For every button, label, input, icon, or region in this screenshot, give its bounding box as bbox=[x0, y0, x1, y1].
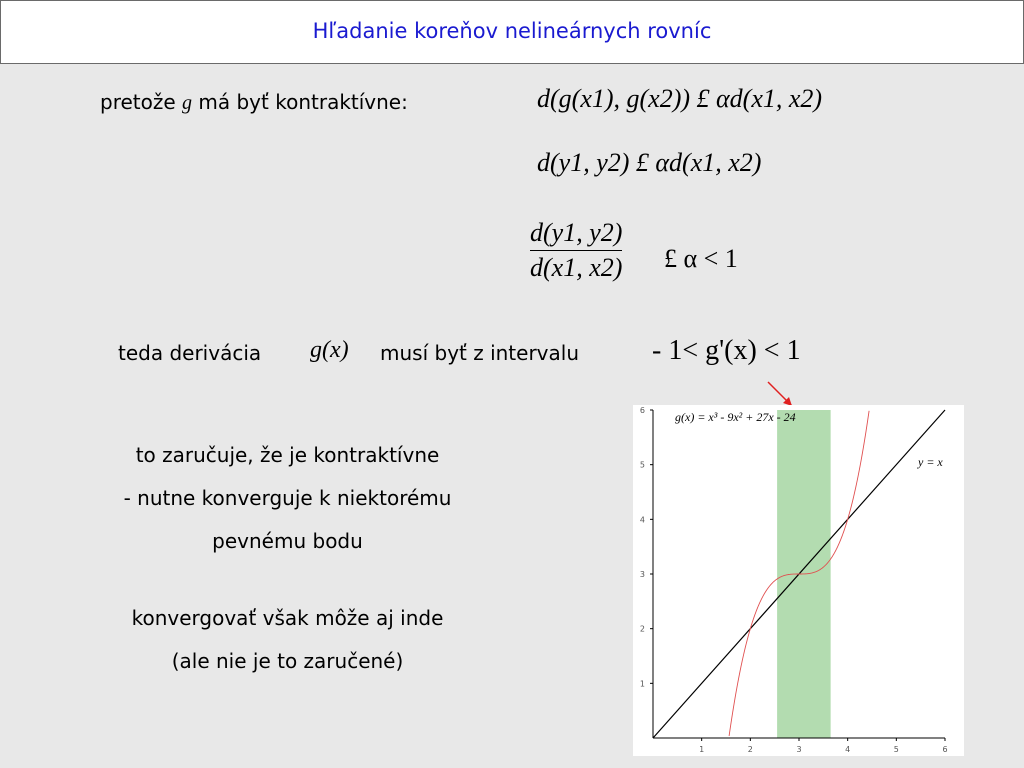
inequality-2 bbox=[537, 148, 761, 178]
x-tick-label: 3 bbox=[796, 745, 802, 754]
y-tick-label: 6 bbox=[639, 406, 645, 415]
block2-line-1: konvergovať však môže aj inde bbox=[131, 606, 444, 630]
function-chart bbox=[633, 405, 964, 756]
x-tick-label: 5 bbox=[893, 745, 899, 754]
line2-suffix: musí byť z intervalu bbox=[380, 341, 580, 365]
title-bar bbox=[0, 0, 1024, 64]
line1-suffix: má byť kontraktívne: bbox=[198, 90, 408, 114]
slide-title: Hľadanie koreňov nelineárnych rovníc bbox=[312, 19, 712, 43]
block1-line-3: pevnému bodu bbox=[212, 529, 363, 553]
fraction-numerator: d(y1, y2) bbox=[530, 218, 623, 247]
fraction-denominator: d(x1, x2) bbox=[530, 253, 623, 282]
x-tick-label: 2 bbox=[747, 745, 753, 754]
curve-label-identity: y = x bbox=[918, 455, 943, 469]
block2-line-2: (ale nie je to zaručené) bbox=[171, 649, 404, 673]
y-tick-label: 5 bbox=[639, 460, 645, 470]
interval-expression: - 1< g'(x) < 1 bbox=[652, 335, 801, 366]
line2-func: g(x) bbox=[310, 337, 349, 363]
inequality-3-fraction bbox=[530, 218, 622, 283]
chart-svg bbox=[633, 405, 964, 756]
inequality-3-rest: £ α < 1 bbox=[664, 244, 738, 273]
block-may-converge bbox=[60, 597, 515, 683]
x-tick-label: 6 bbox=[942, 745, 948, 754]
y-tick-label: 2 bbox=[639, 624, 645, 634]
y-tick-label: 3 bbox=[639, 570, 645, 579]
y-tick-label: 4 bbox=[639, 515, 645, 525]
block1-line-2: - nutne konverguje k niektorému bbox=[123, 486, 452, 510]
line1-prefix: pretože bbox=[100, 90, 176, 114]
fraction-bar bbox=[530, 250, 622, 251]
inequality-1 bbox=[537, 84, 822, 114]
block-guarantee bbox=[60, 434, 515, 563]
y-tick-label: 1 bbox=[639, 679, 645, 689]
line2-prefix: teda derivácia bbox=[118, 341, 262, 365]
x-tick-label: 1 bbox=[699, 745, 705, 754]
curve-label-g: g(x) = x³ - 9x² + 27x - 24 bbox=[675, 410, 796, 424]
inequality-2-text: d(y1, y2) £ αd(x1, x2) bbox=[537, 148, 762, 177]
inequality-1-text: d(g(x1), g(x2)) £ αd(x1, x2) bbox=[537, 84, 823, 113]
line1-var-g: g bbox=[182, 92, 193, 114]
x-tick-label: 4 bbox=[845, 745, 851, 754]
line1-text bbox=[100, 90, 408, 115]
block1-line-1: to zaručuje, že je kontraktívne bbox=[135, 443, 440, 467]
